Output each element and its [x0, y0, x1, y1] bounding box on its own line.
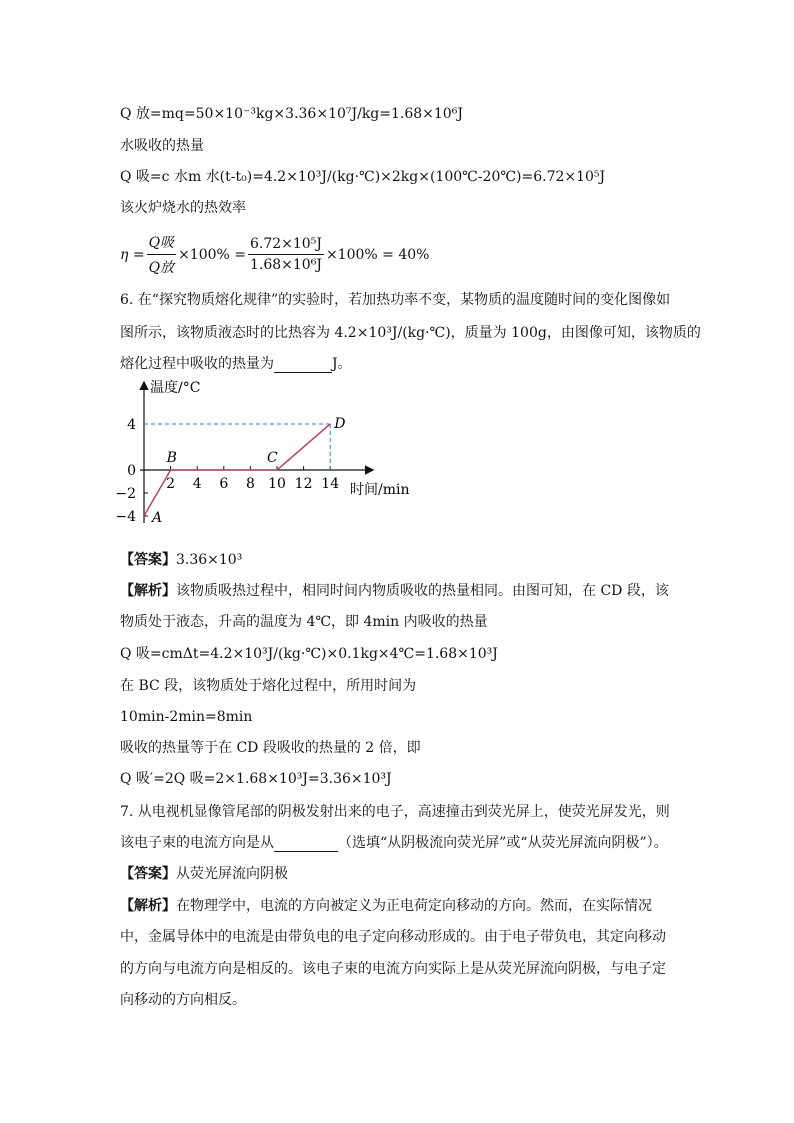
fraction-values-num: 6.72×10⁵J [248, 236, 324, 255]
x-tick-label: 8 [245, 476, 255, 492]
point-label-B: B [166, 450, 177, 466]
q6-analysis-d: 在 BC 段，该物质处于熔化过程中，所用时间为 [120, 678, 417, 694]
q6-text-a: 6. 在“探究物质熔化规律”的实验时，若加热功率不变，某物质的温度随时间的变化图像如 [120, 292, 671, 308]
eta-symbol: η = [120, 246, 145, 263]
x-tick-label: 4 [192, 476, 202, 492]
fraction-q-den: Q放 [148, 260, 175, 276]
q6-analysis-b: 物质处于液态，升高的温度为 4℃，即 4min 内吸收的热量 [120, 614, 488, 630]
y-tick-label: −4 [115, 509, 136, 525]
q7-text-a: 7. 从电视机显像管尾部的阴极发射出来的电子，高速撞击到荧光屏上，使荧光屏发光，则 [120, 804, 670, 820]
point-label-A: A [152, 510, 163, 526]
y-axis-label: 温度/°C [150, 380, 201, 396]
efficiency-mid: ×100% = [178, 246, 246, 263]
x-tick-label: 10 [268, 476, 286, 492]
q7-answer-label: 【答案】 [120, 866, 176, 882]
y-tick-label: 0 [127, 463, 136, 479]
q6-analysis-label: 【解析】 [120, 583, 176, 599]
x-tick-label: 14 [321, 476, 340, 492]
fraction-values-den: 1.68×10⁶J [250, 257, 322, 273]
q7-analysis-label: 【解析】 [120, 898, 176, 914]
temperature-time-chart [110, 375, 430, 535]
q6-analysis-f: 吸收的热量等于在 CD 段吸收的热量的 2 倍，即 [120, 740, 421, 756]
q7-analysis-a: 在物理学中，电流的方向被定义为正电荷定向移动的方向。然而，在实际情况 [176, 898, 652, 914]
sol5-line2: 水吸收的热量 [120, 138, 204, 154]
q7-answer-row [120, 865, 288, 883]
q6-analysis-e: 10min-2min=8min [120, 709, 253, 725]
sol5-line1: Q 放=mq=50×10⁻³kg×3.36×10⁷J/kg=1.68×10⁶J [120, 106, 463, 122]
x-tick-label: 12 [294, 476, 313, 492]
sol5-line4: 该火炉烧水的热效率 [120, 200, 246, 216]
q7-text-c: （选填“从阴极流向荧光屏”或“从荧光屏流向阴极”）。 [338, 835, 668, 851]
efficiency-result: ×100% = 40% [325, 246, 430, 263]
q7-analysis-d: 向移动的方向相反。 [120, 992, 246, 1008]
q7-analysis-b: 中，金属导体中的电流是由带负电的电子定向移动形成的。由于电子带负电，其定向移动 [120, 929, 666, 945]
q6-answer-row [120, 551, 242, 569]
q6-analysis-c: Q 吸=cmΔt=4.2×10³J/(kg·℃)×0.1kg×4℃=1.68×10³J [120, 646, 498, 662]
q7-text-b: 该电子束的电流方向是从 [120, 835, 274, 851]
point-label-C: C [267, 450, 278, 466]
q7-analysis-c: 的方向与电流方向是相反的。该电子束的电流方向实际上是从荧光屏流向阴极，与电子定 [120, 961, 666, 977]
q6-answer-label: 【答案】 [120, 552, 176, 568]
q6-analysis-a: 该物质吸热过程中，相同时间内物质吸收的热量相同。由图可知，在 CD 段，该 [176, 583, 669, 599]
sol5-line3: Q 吸=c 水m 水(t-t₀)=4.2×10³J/(kg·℃)×2kg×(100℃-20℃)=6.72×10⁵J [120, 169, 606, 185]
q6-text-d: J。 [332, 356, 352, 372]
q6-answer-blank [274, 358, 332, 373]
x-tick-label: 6 [219, 476, 229, 492]
q6-answer-value: 3.36×10³ [176, 552, 243, 568]
y-tick-label: 4 [127, 417, 136, 433]
q6-text-c: 熔化过程中吸收的热量为 [120, 356, 274, 372]
efficiency-formula [120, 232, 429, 277]
q7-text-b-row [120, 834, 668, 852]
q6-text-c-row [120, 355, 352, 373]
q7-answer-blank [274, 837, 338, 852]
q6-text-b: 图所示，该物质液态时的比热容为 4.2×10³J/(kg·℃)，质量为 100g，由图像可知，该物质的 [120, 325, 701, 341]
point-label-D: D [334, 416, 346, 432]
fraction-values [248, 236, 324, 273]
q7-analysis-row [120, 897, 652, 915]
fraction-q-num: Q吸 [147, 232, 176, 255]
x-tick-label: 2 [166, 476, 176, 492]
x-axis-label: 时间/min [350, 482, 410, 498]
q6-analysis-g: Q 吸′=2Q 吸=2×1.68×10³J=3.36×10³J [120, 771, 392, 787]
q7-answer-value: 从荧光屏流向阴极 [176, 866, 288, 882]
fraction-q [147, 232, 176, 277]
y-tick-label: −2 [115, 486, 136, 502]
q6-analysis-row [120, 582, 669, 600]
